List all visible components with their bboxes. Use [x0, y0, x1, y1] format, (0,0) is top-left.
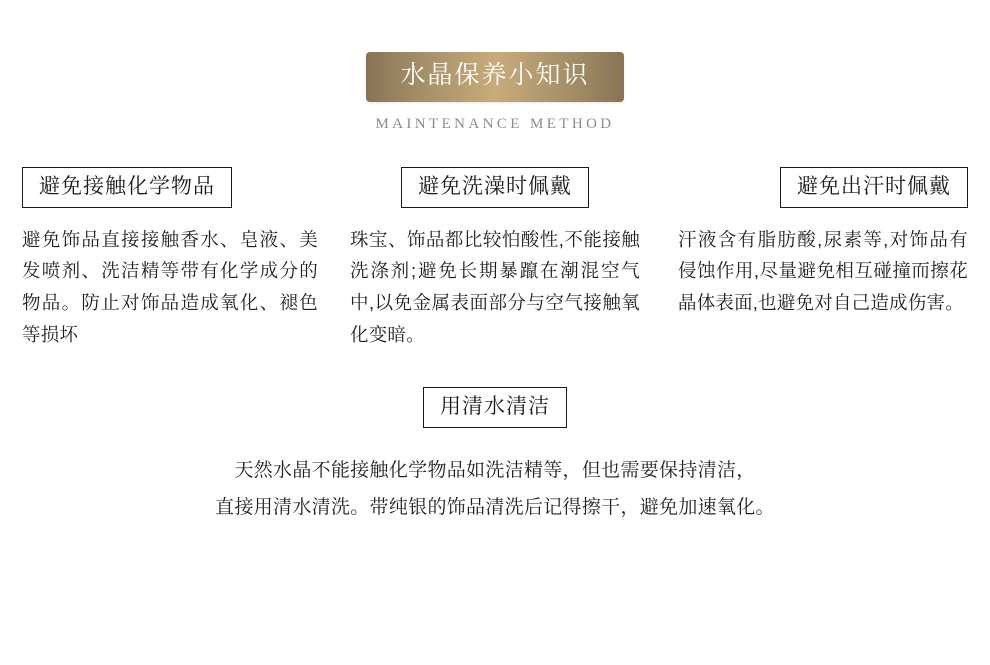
tip-body-3: 汗液含有脂肪酸,尿素等,对饰品有侵蚀作用,尽量避免相互碰撞而擦花晶体表面,也避免对自己造成伤害。	[678, 228, 968, 314]
header	[0, 0, 990, 133]
page-subtitle: MAINTENANCE METHOD	[375, 115, 615, 132]
tip-body-1: 避免饰品直接接触香水、皂液、美发喷剂、洗洁精等带有化学成分的物品。防止对饰品造成氧化、褪色等损坏	[22, 228, 318, 346]
tip-body-2: 珠宝、饰品都比较怕酸性,不能接触洗涤剂;避免长期暴躥在潮混空气中,以免金属表面部分与空气接触氧化变暗。	[350, 228, 640, 346]
bottom-section	[0, 387, 990, 526]
tip-body-4-line-2: 直接用清水清洗。带纯银的饰品清洗后记得擦干，避免加速氧化。	[215, 496, 775, 518]
tip-label-1: 避免接触化学物品	[22, 167, 232, 208]
page-title: 水晶保养小知识	[366, 52, 623, 102]
tip-column-1	[22, 167, 322, 351]
tip-column-2	[345, 167, 645, 351]
tip-body-4	[0, 452, 990, 526]
tip-label-3: 避免出汗时佩戴	[780, 167, 968, 208]
tip-column-3	[668, 167, 968, 351]
tip-label-4: 用清水清洁	[423, 387, 567, 428]
tip-body-4-line-1: 天然水晶不能接触化学物品如洗洁精等，但也需要保持清洁，	[234, 459, 756, 481]
tip-label-2: 避免洗澡时佩戴	[401, 167, 589, 208]
tips-columns	[0, 167, 990, 351]
